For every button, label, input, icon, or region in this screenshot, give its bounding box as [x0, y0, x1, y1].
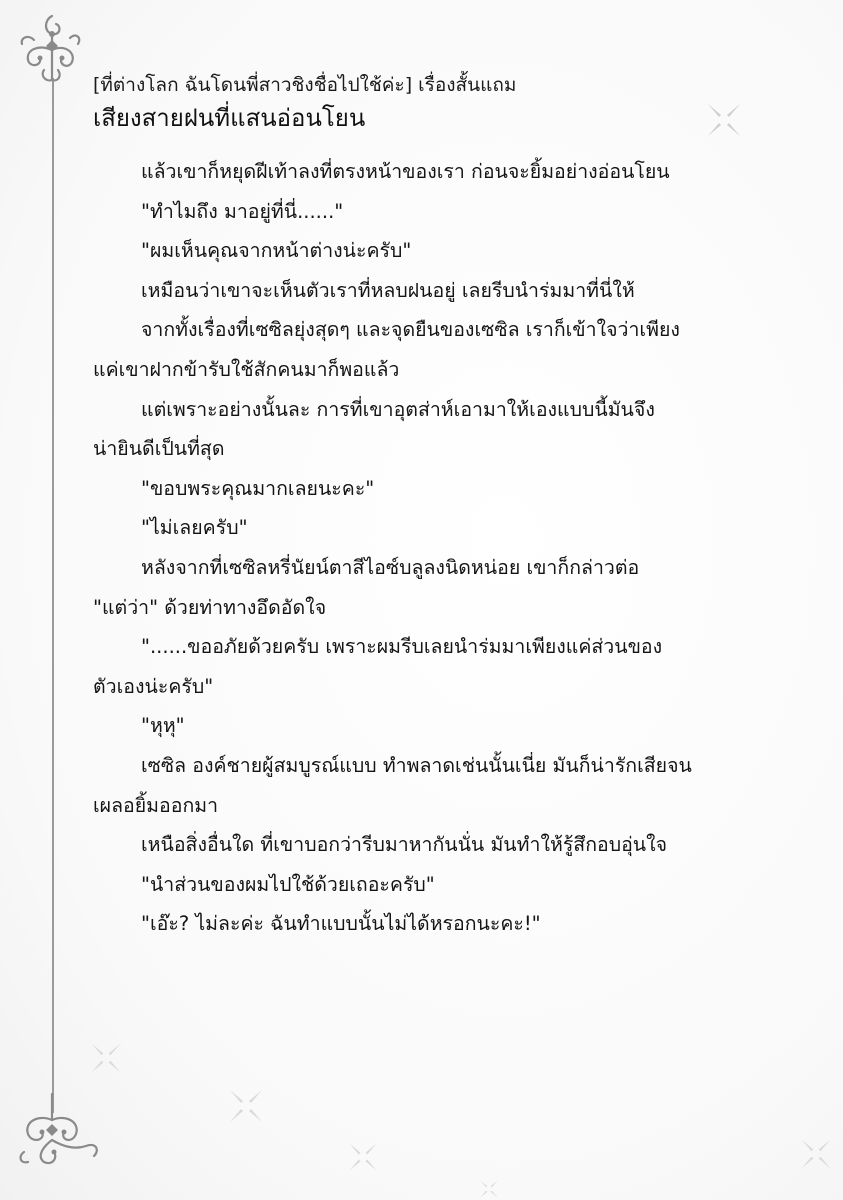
scroll-flourish-icon — [14, 1090, 104, 1170]
four-point-sparkle-icon — [226, 1086, 266, 1126]
four-point-sparkle-icon — [704, 100, 744, 140]
story-line: เหมือนว่าเขาจะเห็นตัวเราที่หลบฝนอยู่ เลยรีบนำร่มมาที่นี่ให้ — [141, 278, 635, 302]
story-line: "ไม่เลยครับ" — [141, 516, 248, 540]
four-point-sparkle-icon — [88, 1040, 124, 1076]
chapter-title: เสียงสายฝนที่แสนอ่อนโยน — [93, 104, 366, 132]
four-point-sparkle-icon — [478, 1178, 500, 1200]
story-line: เผลอยิ้มออกมา — [93, 793, 219, 817]
story-line: แล้วเขาก็หยุดฝีเท้าลงที่ตรงหน้าของเรา ก่อนจะยิ้มอย่างอ่อนโยน — [141, 160, 670, 183]
scroll-flourish-icon — [14, 10, 84, 90]
four-point-sparkle-icon — [798, 1136, 834, 1172]
story-line: "ผมเห็นคุณจากหน้าต่างน่ะครับ" — [141, 239, 412, 263]
story-line: "แต่ว่า" ด้วยท่าทางอึดอัดใจ — [93, 595, 327, 619]
story-line: แต่เพราะอย่างนั้นละ การที่เขาอุตส่าห์เอามาให้เองแบบนี้มันจึง — [141, 397, 655, 421]
story-line: น่ายินดีเป็นที่สุด — [93, 437, 225, 461]
story-line: "เอ๊ะ? ไม่ละค่ะ ฉันทำแบบนั้นไม่ได้หรอกนะคะ!" — [141, 912, 541, 936]
book-subtitle: [ที่ต่างโลก ฉันโดนพี่สาวชิงชื่อไปใช้ค่ะ] เรื่องสั้นแถม — [93, 74, 517, 96]
story-line: เซซิล องค์ชายผู้สมบูรณ์แบบ ทำพลาดเช่นนั้นเนี่ย มันก็น่ารักเสียจน — [141, 753, 692, 777]
story-line: "......ขออภัยด้วยครับ เพราะผมรีบเลยนำร่มมาเพียงแค่ส่วนของ — [141, 635, 663, 659]
story-line: เหนือสิ่งอื่นใด ที่เขาบอกว่ารีบมาหากันนั่น มันทำให้รู้สึกอบอุ่นใจ — [141, 833, 668, 857]
story-line: "ขอบพระคุณมากเลยนะคะ" — [141, 476, 375, 500]
story-line: แค่เขาฝากข้ารับใช้สักคนมาก็พอแล้ว — [93, 357, 400, 381]
story-line: "หุหุ" — [141, 714, 185, 738]
story-line: จากทั้งเรื่องที่เซซิลยุ่งสุดๆ และจุดยืนของเซซิล เราก็เข้าใจว่าเพียง — [141, 318, 680, 342]
story-line: "ทำไมถึง มาอยู่ที่นี่......" — [141, 199, 344, 223]
story-line: หลังจากที่เซซิลหรี่นัยน์ตาสีไอซ์บลูลงนิดหน่อย เขาก็กล่าวต่อ — [141, 555, 640, 579]
story-line: ตัวเองน่ะครับ" — [93, 674, 214, 698]
story-body — [93, 152, 813, 944]
four-point-sparkle-icon — [346, 1140, 380, 1174]
story-line: "นำส่วนของผมไปใช้ด้วยเถอะครับ" — [141, 872, 435, 896]
page-border-line — [52, 78, 54, 1113]
